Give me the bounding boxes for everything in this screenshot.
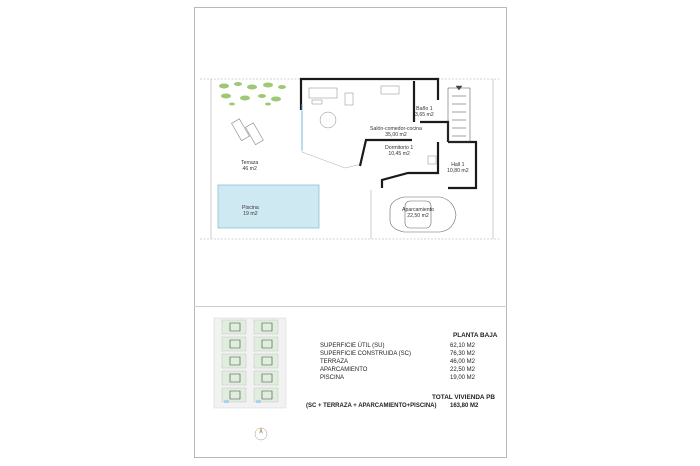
summary-row-value: 62,10 M2 — [450, 343, 476, 349]
summary-row-label: PISCINA — [320, 375, 345, 381]
stairs — [448, 86, 470, 142]
room-salon-name: Salón-comedor-cocina — [370, 126, 422, 132]
room-terraza-area: 46 m2 — [242, 166, 257, 173]
summary-row-value: 76,30 M2 — [450, 351, 476, 357]
room-bano-name: Baño 1 — [416, 106, 433, 112]
summary-row-label: SUPERFICIE CONSTRUIDA (SC) — [320, 351, 412, 357]
summary-row-label: APARCAMIENTO — [320, 367, 368, 373]
room-dormitorio-name: Dormitorio 1 — [385, 145, 414, 151]
room-hall-area: 10,80 m2 — [447, 168, 469, 175]
room-aparcamiento — [402, 207, 434, 219]
room-aparcamiento-area: 22,50 m2 — [407, 213, 429, 220]
room-dormitorio — [385, 145, 413, 157]
summary-row-value: 46,00 M2 — [450, 359, 476, 365]
total-value: 163,80 M2 — [450, 403, 479, 409]
summary-row-label: TERRAZA — [320, 359, 349, 365]
pool — [218, 185, 319, 228]
room-terraza — [241, 160, 258, 172]
room-hall-name: Hall 1 — [451, 162, 465, 168]
summary-row-value: 19,00 M2 — [450, 375, 476, 381]
section-divider — [194, 306, 507, 307]
terrace-outline — [302, 113, 362, 168]
total-title: TOTAL VIVIENDA PB — [432, 394, 495, 401]
room-salon — [370, 126, 422, 138]
room-terraza-name: Terraza — [241, 160, 259, 166]
garden-plants — [219, 82, 286, 106]
summary-row-label: SUPERFICIE ÚTIL (SU) — [320, 343, 385, 349]
sun-loungers — [232, 119, 264, 145]
room-bano — [415, 106, 434, 118]
room-piscina-area: 19 m2 — [243, 211, 258, 218]
summary-title: PLANTA BAJA — [453, 332, 498, 339]
furniture — [309, 86, 436, 164]
room-aparcamiento-name: Aparcamiento — [402, 207, 435, 213]
room-bano-area: 3,65 m2 — [415, 112, 434, 119]
room-hall — [447, 162, 469, 174]
room-salon-area: 35,00 m2 — [385, 132, 407, 139]
room-dormitorio-area: 10,45 m2 — [388, 151, 410, 158]
summary-row-value: 22,50 M2 — [450, 367, 476, 373]
total-formula: (SC + TERRAZA + APARCAMIENTO+PISCINA) — [306, 403, 437, 409]
room-piscina — [242, 205, 259, 217]
room-piscina-name: Piscina — [242, 205, 259, 211]
